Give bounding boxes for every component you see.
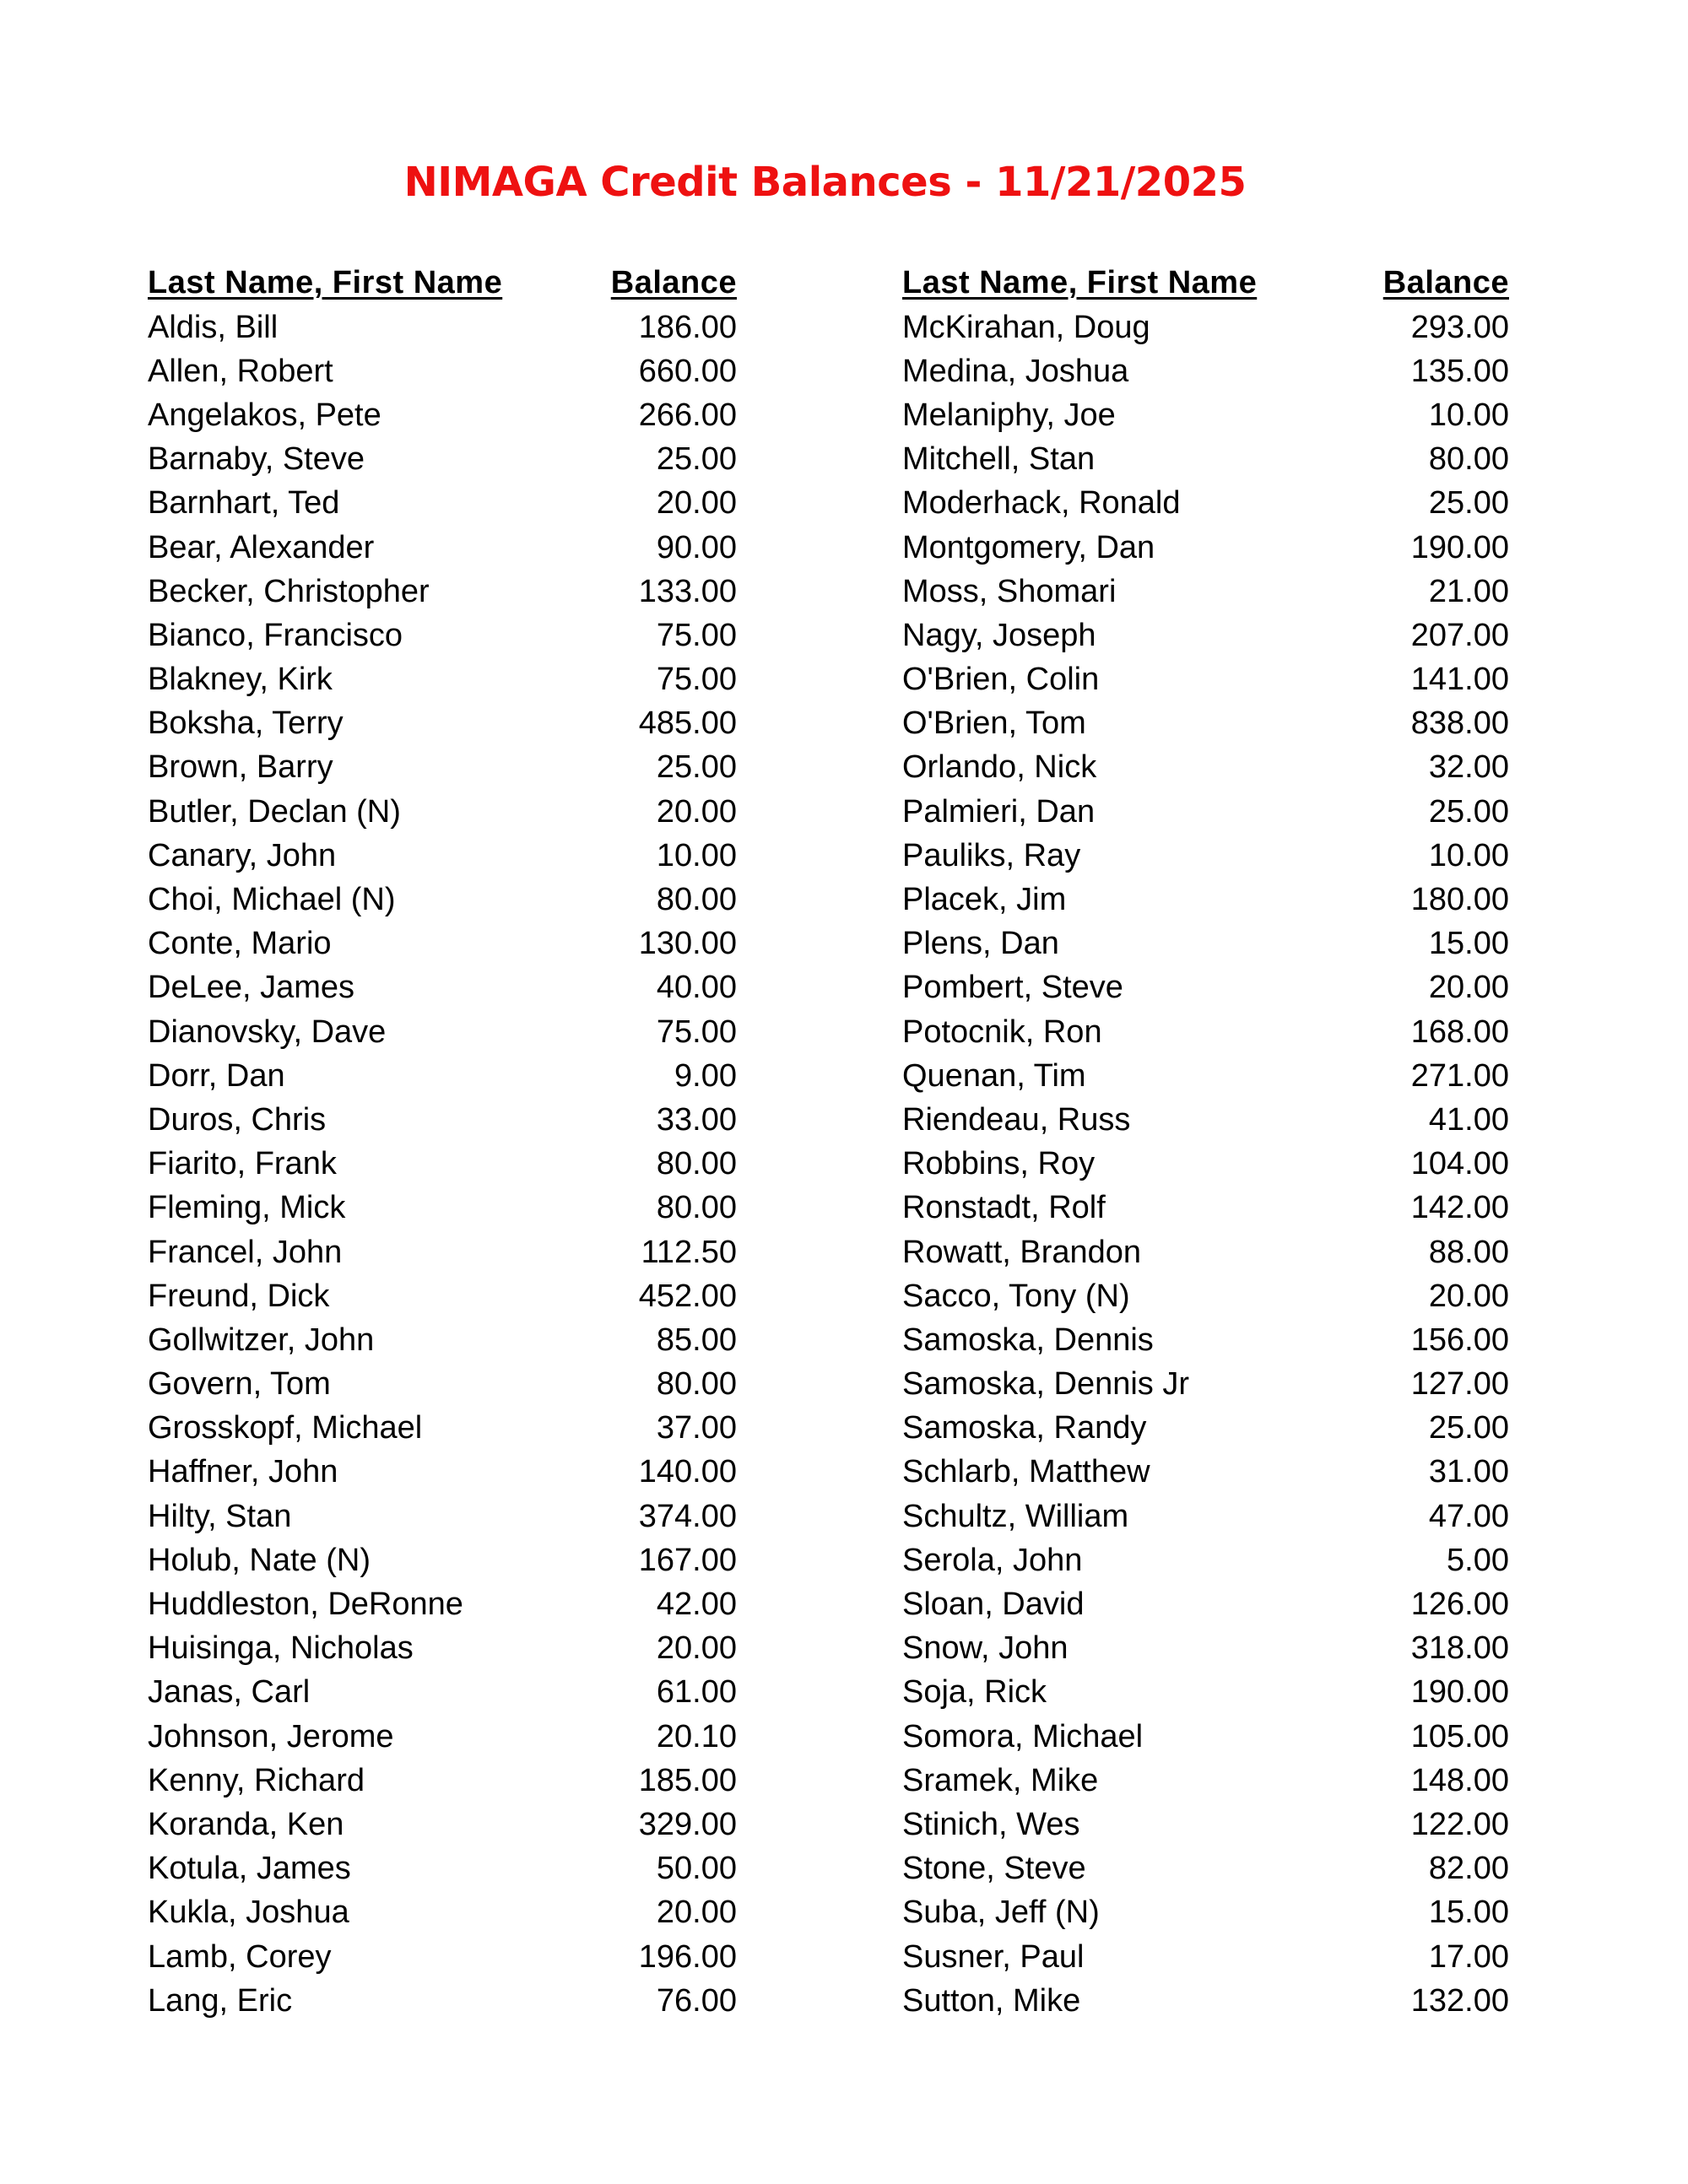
- table-row: [902, 570, 1509, 614]
- member-name: Huisinga, Nicholas: [148, 1630, 414, 1667]
- member-name: Boksha, Terry: [148, 705, 344, 742]
- table-row: [902, 702, 1509, 746]
- member-balance: 88.00: [1428, 1234, 1509, 1270]
- member-balance: 20.00: [656, 1630, 737, 1667]
- table-header: [148, 260, 737, 305]
- table-row: [148, 702, 737, 746]
- member-balance: 31.00: [1428, 1454, 1509, 1490]
- member-name: McKirahan, Doug: [902, 309, 1150, 345]
- member-balance: 40.00: [656, 970, 737, 1006]
- table-row: [902, 1538, 1509, 1582]
- table-row: [148, 966, 737, 1010]
- table-row: [902, 1363, 1509, 1407]
- member-balance: 190.00: [1410, 1674, 1509, 1711]
- member-balance: 140.00: [638, 1454, 737, 1490]
- table-row: [148, 1671, 737, 1715]
- table-row: [148, 1891, 737, 1935]
- table-row: [148, 614, 737, 657]
- balance-column-header: Balance: [1382, 264, 1509, 300]
- table-row: [148, 1582, 737, 1626]
- member-balance: 135.00: [1410, 353, 1509, 389]
- member-name: Lamb, Corey: [148, 1938, 332, 1975]
- table-row: [902, 834, 1509, 878]
- member-balance: 485.00: [638, 705, 737, 742]
- table-row: [902, 1054, 1509, 1098]
- table-row: [148, 438, 737, 482]
- member-balance: 196.00: [638, 1938, 737, 1975]
- member-balance: 33.00: [656, 1101, 737, 1138]
- member-balance: 186.00: [638, 309, 737, 345]
- table-row: [902, 1495, 1509, 1538]
- member-balance: 156.00: [1410, 1322, 1509, 1358]
- table-row: [148, 1847, 737, 1891]
- member-balance: 21.00: [1428, 573, 1509, 609]
- member-name: Rowatt, Brandon: [902, 1234, 1142, 1270]
- member-balance: 10.00: [1428, 837, 1509, 873]
- member-balance: 20.00: [656, 485, 737, 522]
- table-row: [902, 438, 1509, 482]
- member-name: Ronstadt, Rolf: [902, 1190, 1106, 1226]
- table-row: [902, 526, 1509, 570]
- member-name: Kukla, Joshua: [148, 1895, 349, 1931]
- member-balance: 80.00: [656, 1366, 737, 1403]
- member-name: Orlando, Nick: [902, 749, 1097, 786]
- member-name: O'Brien, Tom: [902, 705, 1086, 742]
- table-row: [902, 1098, 1509, 1142]
- table-row: [148, 1759, 737, 1803]
- member-name: Angelakos, Pete: [148, 397, 381, 433]
- member-balance: 75.00: [656, 662, 737, 698]
- table-row: [148, 482, 737, 526]
- table-row: [902, 746, 1509, 790]
- table-row: [148, 1318, 737, 1362]
- member-balance: 20.10: [656, 1718, 737, 1754]
- member-name: Susner, Paul: [902, 1938, 1085, 1975]
- member-name: Nagy, Joseph: [902, 617, 1096, 653]
- member-name: Moderhack, Ronald: [902, 485, 1181, 522]
- member-name: Govern, Tom: [148, 1366, 331, 1403]
- member-name: Stone, Steve: [902, 1851, 1086, 1887]
- member-balance: 50.00: [656, 1851, 737, 1887]
- member-name: Bianco, Francisco: [148, 617, 403, 653]
- member-name: Choi, Michael (N): [148, 882, 396, 918]
- member-balance: 25.00: [1428, 793, 1509, 830]
- table-row: [148, 1407, 737, 1451]
- table-row: [902, 878, 1509, 922]
- member-name: Francel, John: [148, 1234, 343, 1270]
- member-balance: 10.00: [656, 837, 737, 873]
- member-name: Kenny, Richard: [148, 1762, 365, 1798]
- member-name: Dianovsky, Dave: [148, 1014, 387, 1050]
- member-balance: 82.00: [1428, 1851, 1509, 1887]
- member-name: Butler, Declan (N): [148, 793, 401, 830]
- member-name: Koranda, Ken: [148, 1806, 344, 1842]
- member-name: Grosskopf, Michael: [148, 1410, 423, 1446]
- table-row: [902, 614, 1509, 657]
- table-row: [902, 1010, 1509, 1054]
- member-balance: 293.00: [1410, 309, 1509, 345]
- table-row: [148, 349, 737, 393]
- table-row: [902, 1451, 1509, 1495]
- table-row: [148, 1143, 737, 1187]
- table-row: [902, 1582, 1509, 1626]
- member-balance: 15.00: [1428, 926, 1509, 962]
- member-name: Potocnik, Ron: [902, 1014, 1102, 1050]
- member-name: Riendeau, Russ: [902, 1101, 1131, 1138]
- member-balance: 20.00: [1428, 970, 1509, 1006]
- member-name: Samoska, Dennis Jr: [902, 1366, 1190, 1403]
- member-balance: 168.00: [1410, 1014, 1509, 1050]
- member-balance: 80.00: [656, 882, 737, 918]
- member-balance: 329.00: [638, 1806, 737, 1842]
- member-name: Conte, Mario: [148, 926, 332, 962]
- name-column-header: Last Name, First Name: [902, 264, 1258, 300]
- balance-column-header: Balance: [610, 264, 737, 300]
- member-name: Schlarb, Matthew: [902, 1454, 1150, 1490]
- member-balance: 5.00: [1447, 1542, 1509, 1578]
- table-row: [148, 834, 737, 878]
- member-name: Bear, Alexander: [148, 529, 375, 565]
- member-name: Barnaby, Steve: [148, 441, 365, 478]
- member-balance: 207.00: [1410, 617, 1509, 653]
- member-balance: 190.00: [1410, 529, 1509, 565]
- member-name: Sloan, David: [902, 1587, 1085, 1623]
- member-balance: 42.00: [656, 1587, 737, 1623]
- member-name: Schultz, William: [902, 1498, 1129, 1534]
- table-row: [902, 1187, 1509, 1230]
- table-row: [148, 1627, 737, 1671]
- member-name: Haffner, John: [148, 1454, 338, 1490]
- member-name: Samoska, Randy: [902, 1410, 1147, 1446]
- table-row: [148, 1715, 737, 1759]
- table-row: [902, 1143, 1509, 1187]
- member-balance: 105.00: [1410, 1718, 1509, 1754]
- table-row: [148, 1935, 737, 1979]
- member-balance: 75.00: [656, 617, 737, 653]
- table-row: [902, 1759, 1509, 1803]
- table-row: [902, 1671, 1509, 1715]
- member-balance: 25.00: [656, 749, 737, 786]
- table-row: [148, 1495, 737, 1538]
- member-name: Freund, Dick: [148, 1278, 330, 1314]
- member-name: Johnson, Jerome: [148, 1718, 394, 1754]
- member-balance: 133.00: [638, 573, 737, 609]
- member-balance: 20.00: [656, 793, 737, 830]
- table-row: [902, 966, 1509, 1010]
- member-balance: 15.00: [1428, 1895, 1509, 1931]
- member-balance: 148.00: [1410, 1762, 1509, 1798]
- member-balance: 104.00: [1410, 1146, 1509, 1182]
- member-name: Barnhart, Ted: [148, 485, 340, 522]
- member-name: Moss, Shomari: [902, 573, 1117, 609]
- table-row: [148, 305, 737, 349]
- member-balance: 126.00: [1410, 1587, 1509, 1623]
- table-row: [148, 1274, 737, 1318]
- member-balance: 167.00: [638, 1542, 737, 1578]
- member-balance: 374.00: [638, 1498, 737, 1534]
- member-balance: 452.00: [638, 1278, 737, 1314]
- member-name: Mitchell, Stan: [902, 441, 1096, 478]
- member-name: Holub, Nate (N): [148, 1542, 371, 1578]
- member-name: Pombert, Steve: [902, 970, 1123, 1006]
- member-name: Somora, Michael: [902, 1718, 1144, 1754]
- member-name: Canary, John: [148, 837, 337, 873]
- member-balance: 32.00: [1428, 749, 1509, 786]
- member-name: Placek, Jim: [902, 882, 1067, 918]
- table-row: [902, 1230, 1509, 1274]
- member-name: DeLee, James: [148, 970, 355, 1006]
- table-row: [902, 1803, 1509, 1846]
- member-balance: 20.00: [656, 1895, 737, 1931]
- table-row: [902, 482, 1509, 526]
- member-name: Montgomery, Dan: [902, 529, 1155, 565]
- member-balance: 85.00: [656, 1322, 737, 1358]
- member-balance: 25.00: [1428, 1410, 1509, 1446]
- member-name: Sramek, Mike: [902, 1762, 1099, 1798]
- member-balance: 41.00: [1428, 1101, 1509, 1138]
- member-name: Pauliks, Ray: [902, 837, 1081, 873]
- member-name: Brown, Barry: [148, 749, 333, 786]
- member-name: Suba, Jeff (N): [902, 1895, 1100, 1931]
- member-name: Hilty, Stan: [148, 1498, 292, 1534]
- table-row: [902, 922, 1509, 966]
- member-name: Gollwitzer, John: [148, 1322, 375, 1358]
- member-name: Becker, Christopher: [148, 573, 430, 609]
- left-balance-table: [148, 260, 737, 2023]
- member-balance: 80.00: [1428, 441, 1509, 478]
- member-balance: 25.00: [656, 441, 737, 478]
- member-balance: 271.00: [1410, 1057, 1509, 1094]
- member-balance: 660.00: [638, 353, 737, 389]
- member-balance: 132.00: [1410, 1982, 1509, 2019]
- member-balance: 10.00: [1428, 397, 1509, 433]
- table-row: [148, 922, 737, 966]
- member-balance: 180.00: [1410, 882, 1509, 918]
- member-balance: 17.00: [1428, 1938, 1509, 1975]
- member-balance: 112.50: [641, 1234, 737, 1270]
- table-row: [148, 1230, 737, 1274]
- table-row: [902, 1847, 1509, 1891]
- table-row: [902, 1715, 1509, 1759]
- table-row: [148, 1363, 737, 1407]
- member-name: Janas, Carl: [148, 1674, 311, 1711]
- table-row: [148, 393, 737, 437]
- member-name: Sacco, Tony (N): [902, 1278, 1130, 1314]
- table-row: [148, 1098, 737, 1142]
- table-row: [902, 1627, 1509, 1671]
- member-balance: 25.00: [1428, 485, 1509, 522]
- table-row: [902, 305, 1509, 349]
- table-row: [902, 1407, 1509, 1451]
- member-balance: 318.00: [1410, 1630, 1509, 1667]
- member-name: Dorr, Dan: [148, 1057, 285, 1094]
- table-row: [902, 1891, 1509, 1935]
- table-row: [148, 570, 737, 614]
- member-name: Medina, Joshua: [902, 353, 1129, 389]
- member-name: Blakney, Kirk: [148, 662, 333, 698]
- member-balance: 80.00: [656, 1146, 737, 1182]
- table-row: [902, 393, 1509, 437]
- member-balance: 127.00: [1410, 1366, 1509, 1403]
- table-row: [902, 349, 1509, 393]
- table-row: [148, 1010, 737, 1054]
- table-row: [148, 790, 737, 834]
- table-row: [148, 1979, 737, 2023]
- member-name: Kotula, James: [148, 1851, 351, 1887]
- member-balance: 47.00: [1428, 1498, 1509, 1534]
- table-row: [902, 790, 1509, 834]
- member-name: Sutton, Mike: [902, 1982, 1081, 2019]
- name-column-header: Last Name, First Name: [148, 264, 503, 300]
- right-balance-table: [902, 260, 1509, 2023]
- member-name: Huddleston, DeRonne: [148, 1587, 463, 1623]
- member-name: Stinich, Wes: [902, 1806, 1080, 1842]
- member-balance: 75.00: [656, 1014, 737, 1050]
- member-name: Lang, Eric: [148, 1982, 293, 2019]
- table-row: [148, 526, 737, 570]
- member-balance: 838.00: [1410, 705, 1509, 742]
- member-balance: 9.00: [674, 1057, 737, 1094]
- table-row: [148, 1187, 737, 1230]
- table-row: [148, 1803, 737, 1846]
- member-balance: 37.00: [656, 1410, 737, 1446]
- table-row: [902, 1318, 1509, 1362]
- member-name: Soja, Rick: [902, 1674, 1047, 1711]
- member-balance: 76.00: [656, 1982, 737, 2019]
- member-name: O'Brien, Colin: [902, 662, 1100, 698]
- member-name: Samoska, Dennis: [902, 1322, 1154, 1358]
- member-balance: 266.00: [638, 397, 737, 433]
- member-balance: 80.00: [656, 1190, 737, 1226]
- member-name: Palmieri, Dan: [902, 793, 1096, 830]
- table-row: [148, 1451, 737, 1495]
- table-row: [148, 746, 737, 790]
- table-row: [902, 1274, 1509, 1318]
- member-name: Fiarito, Frank: [148, 1146, 337, 1182]
- member-balance: 122.00: [1410, 1806, 1509, 1842]
- member-balance: 130.00: [638, 926, 737, 962]
- page-title: NIMAGA Credit Balances - 11/21/2025: [403, 159, 1247, 206]
- member-balance: 61.00: [656, 1674, 737, 1711]
- member-balance: 20.00: [1428, 1278, 1509, 1314]
- member-balance: 141.00: [1410, 662, 1509, 698]
- member-balance: 90.00: [656, 529, 737, 565]
- member-name: Quenan, Tim: [902, 1057, 1086, 1094]
- member-name: Serola, John: [902, 1542, 1083, 1578]
- table-row: [902, 658, 1509, 702]
- table-row: [148, 878, 737, 922]
- table-row: [902, 1979, 1509, 2023]
- table-row: [148, 1538, 737, 1582]
- member-balance: 185.00: [638, 1762, 737, 1798]
- member-name: Melaniphy, Joe: [902, 397, 1116, 433]
- member-name: Fleming, Mick: [148, 1190, 346, 1226]
- member-name: Duros, Chris: [148, 1101, 327, 1138]
- member-name: Snow, John: [902, 1630, 1069, 1667]
- member-name: Aldis, Bill: [148, 309, 279, 345]
- member-name: Allen, Robert: [148, 353, 333, 389]
- table-row: [148, 658, 737, 702]
- member-name: Robbins, Roy: [902, 1146, 1096, 1182]
- table-row: [148, 1054, 737, 1098]
- member-balance: 142.00: [1410, 1190, 1509, 1226]
- table-header: [902, 260, 1509, 305]
- member-name: Plens, Dan: [902, 926, 1059, 962]
- table-row: [902, 1935, 1509, 1979]
